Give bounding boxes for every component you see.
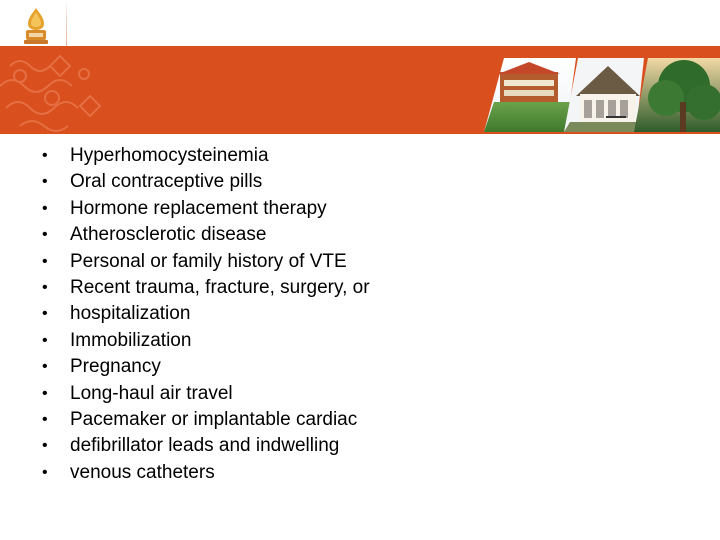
bullet-dot: • bbox=[42, 305, 48, 323]
bullet-dot: • bbox=[42, 331, 48, 349]
list-item: • Pacemaker or implantable cardiac bbox=[42, 407, 370, 433]
bullet-dot: • bbox=[42, 199, 48, 217]
list-item: • Long-haul air travel bbox=[42, 381, 370, 407]
bullet-dot: • bbox=[42, 278, 48, 296]
bullet-dot: • bbox=[42, 147, 48, 164]
list-item: • defibrillator leads and indwelling bbox=[42, 433, 370, 459]
header-divider bbox=[66, 0, 67, 46]
bullet-dot: • bbox=[42, 226, 48, 244]
list-item: • hospitalization bbox=[42, 301, 370, 327]
bullet-dot: • bbox=[42, 252, 48, 270]
list-item: • Immobilization bbox=[42, 328, 370, 354]
campus-photo bbox=[484, 58, 720, 134]
bullet-dot: • bbox=[42, 173, 48, 191]
bullet-dot: • bbox=[42, 437, 48, 455]
university-seal-icon bbox=[20, 6, 52, 46]
bullet-dot: • bbox=[42, 358, 48, 376]
list-item: • Recent trauma, fracture, surgery, or bbox=[42, 275, 370, 301]
title-banner bbox=[0, 46, 720, 134]
list-item: • Atherosclerotic disease bbox=[42, 222, 370, 248]
list-item: • Personal or family history of VTE bbox=[42, 249, 370, 275]
list-item: • Hormone replacement therapy bbox=[42, 196, 370, 222]
header-strip bbox=[0, 0, 720, 46]
risk-factor-list bbox=[42, 143, 370, 486]
bullet-dot: • bbox=[42, 384, 48, 402]
list-item: • Oral contraceptive pills bbox=[42, 169, 370, 195]
bullet-dot: • bbox=[42, 410, 48, 428]
list-item: • venous catheters bbox=[42, 460, 370, 486]
bullet-dot: • bbox=[42, 463, 48, 481]
decorative-pattern-icon bbox=[0, 46, 120, 134]
list-item: • Hyperhomocysteinemia bbox=[42, 143, 370, 169]
list-item: • Pregnancy bbox=[42, 354, 370, 380]
